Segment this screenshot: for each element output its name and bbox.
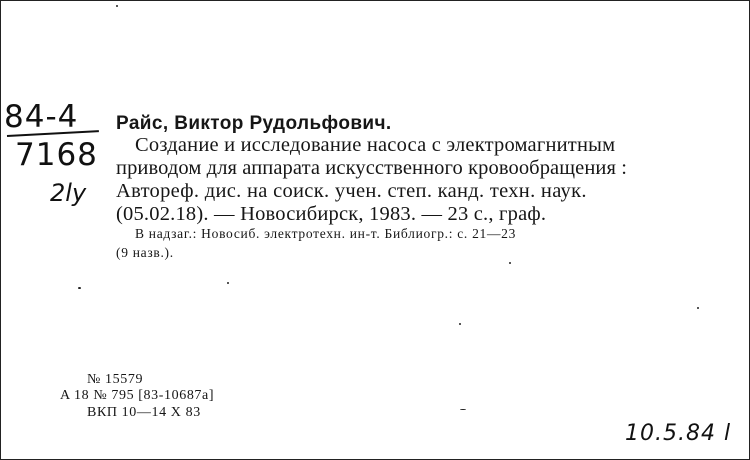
accession-code: A 18 № 795 [83-10687a] — [60, 388, 215, 403]
bibliographic-note-line: (9 назв.). — [116, 245, 174, 260]
chamber-code: ВКП 10—14 X 83 — [87, 405, 201, 420]
scan-speck — [227, 282, 229, 284]
scan-speck — [460, 409, 466, 410]
scan-speck — [78, 287, 81, 289]
description-line: Автореф. дис. на соиск. учен. степ. канд. техн. наук. — [116, 180, 587, 202]
scan-speck — [697, 307, 699, 309]
title-line: приводом для аппарата искусственного кровообращения : — [116, 157, 628, 179]
author-heading: Райс, Виктор Рудольфович. — [116, 113, 392, 134]
handwritten-date-mark: 10.5.84 l — [625, 421, 732, 446]
handwritten-shelf-mark-top: 84-4 — [4, 99, 79, 135]
scan-speck — [509, 262, 511, 264]
registration-number: № 15579 — [87, 372, 144, 387]
handwritten-shelf-mark-bottom: 7168 — [15, 137, 98, 173]
handwritten-copy-mark: 2ly — [50, 179, 87, 207]
bibliographic-note-line: В надзаг.: Новосиб. электротехн. ин-т. Библиогр.: с. 21—23 — [135, 226, 517, 241]
scan-speck — [459, 323, 461, 325]
title-line: Создание и исследование насоса с электромагнитным — [135, 134, 616, 156]
scan-speck — [116, 5, 118, 7]
imprint-line: (05.02.18). — Новосибирск, 1983. — 23 с., граф. — [116, 203, 547, 225]
